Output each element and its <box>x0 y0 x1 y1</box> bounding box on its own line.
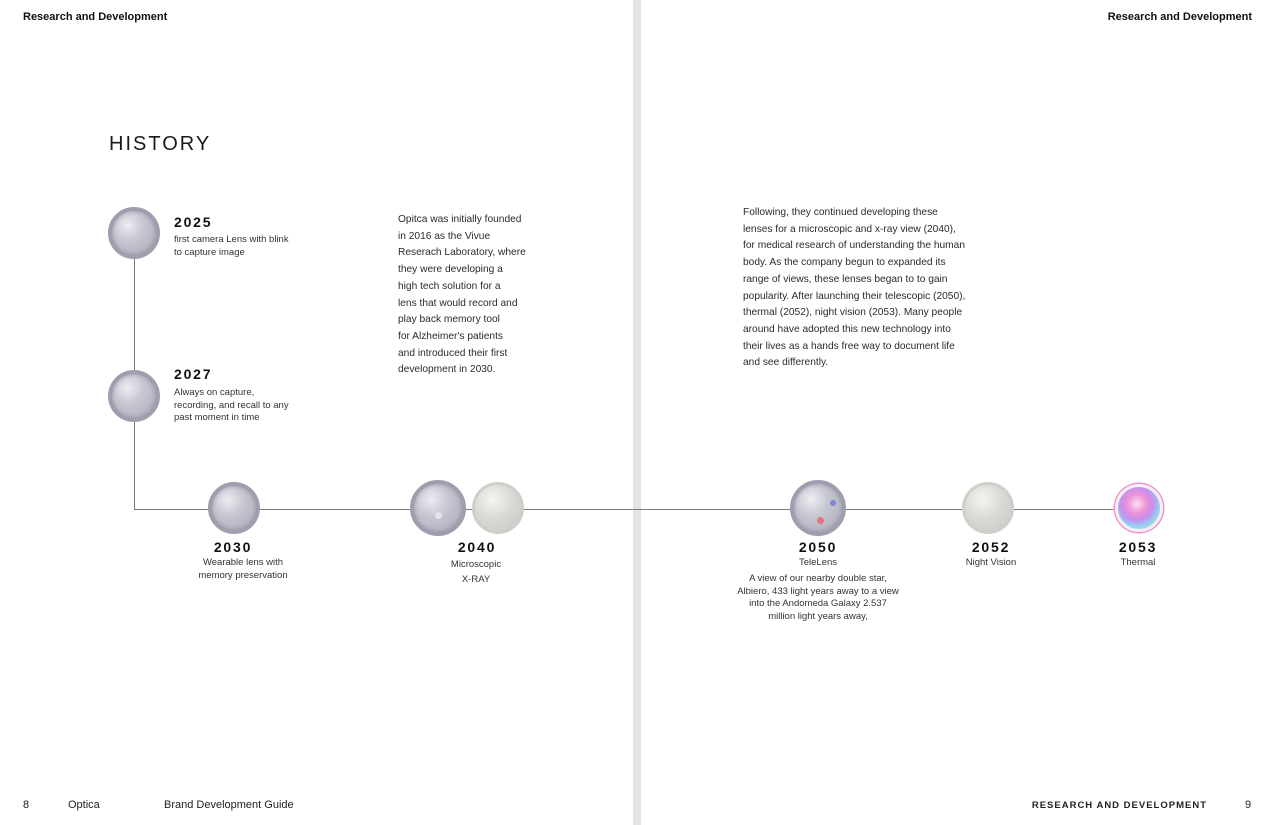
detail-2050: A view of our nearby double star, Albiero, 433 light years away to a view into the Andomeda Galaxy 2.537 million light years away, <box>737 573 899 622</box>
year-2027: 2027 <box>174 366 213 382</box>
lens-dot-blue <box>830 500 836 506</box>
caption-2052: Night Vision <box>965 557 1017 568</box>
page-number-left: 8 <box>23 799 30 811</box>
lens-icon-2027 <box>108 370 160 422</box>
footer-guide-title: Brand Development Guide <box>164 799 294 811</box>
lens-dot-red <box>817 517 824 524</box>
left-page-header: Research and Development <box>23 11 168 23</box>
year-2050: 2050 <box>798 539 838 555</box>
year-2053: 2053 <box>1118 539 1158 555</box>
lens-dot <box>435 512 442 519</box>
lens-icon-2025 <box>108 207 160 259</box>
intro-paragraph: Opitca was initially founded in 2016 as the Vivue Reserach Laboratory, where they were developing a high tech solution for a lens that would record and play back memory tool for Alzheimer's patients and introduced their first development in 2030. <box>398 214 526 376</box>
caption-2050: TeleLens <box>798 557 838 568</box>
lens-icon-2053-thermal <box>1115 484 1163 532</box>
caption-2027: Always on capture, recording, and recall to any past moment in time <box>174 387 289 424</box>
lens-icon-2030 <box>208 482 260 534</box>
lens-icon-2040-microscopic <box>410 480 466 536</box>
year-2052: 2052 <box>971 539 1011 555</box>
followup-paragraph: Following, they continued developing these lenses for a microscopic and x-ray view (2040), for medical research of understanding the human body. As the company begun to expanded its range of views, these lenses began to to gain popularity. After launching their telescopic (2050), thermal (2052), night vision (2053). Many people around have adopted this new technology into their lives as a hands free way to document life and see differently. <box>743 207 966 369</box>
footer-brand: Optica <box>68 799 100 811</box>
page-gutter <box>633 0 641 825</box>
section-title: HISTORY <box>109 133 212 155</box>
right-page <box>641 0 1275 825</box>
lens-icon-2050-telelens <box>790 480 846 536</box>
year-2040: 2040 <box>457 539 497 555</box>
year-2030: 2030 <box>213 539 253 555</box>
right-page-header: Research and Development <box>1107 11 1252 23</box>
footer-section-label: RESEARCH AND DEVELOPMENT <box>1031 800 1207 811</box>
page-number-right: 9 <box>1245 799 1252 811</box>
caption-2025: first camera Lens with blink to capture image <box>174 234 289 258</box>
year-2025: 2025 <box>174 214 213 230</box>
lens-icon-2052-night-vision <box>962 482 1014 534</box>
caption-2030: Wearable lens with memory preservation <box>198 557 288 581</box>
caption-2053: Thermal <box>1120 557 1156 568</box>
left-page <box>0 0 633 825</box>
caption-2040: Microscopic X-RAY <box>450 559 502 585</box>
lens-icon-2040-xray <box>472 482 524 534</box>
